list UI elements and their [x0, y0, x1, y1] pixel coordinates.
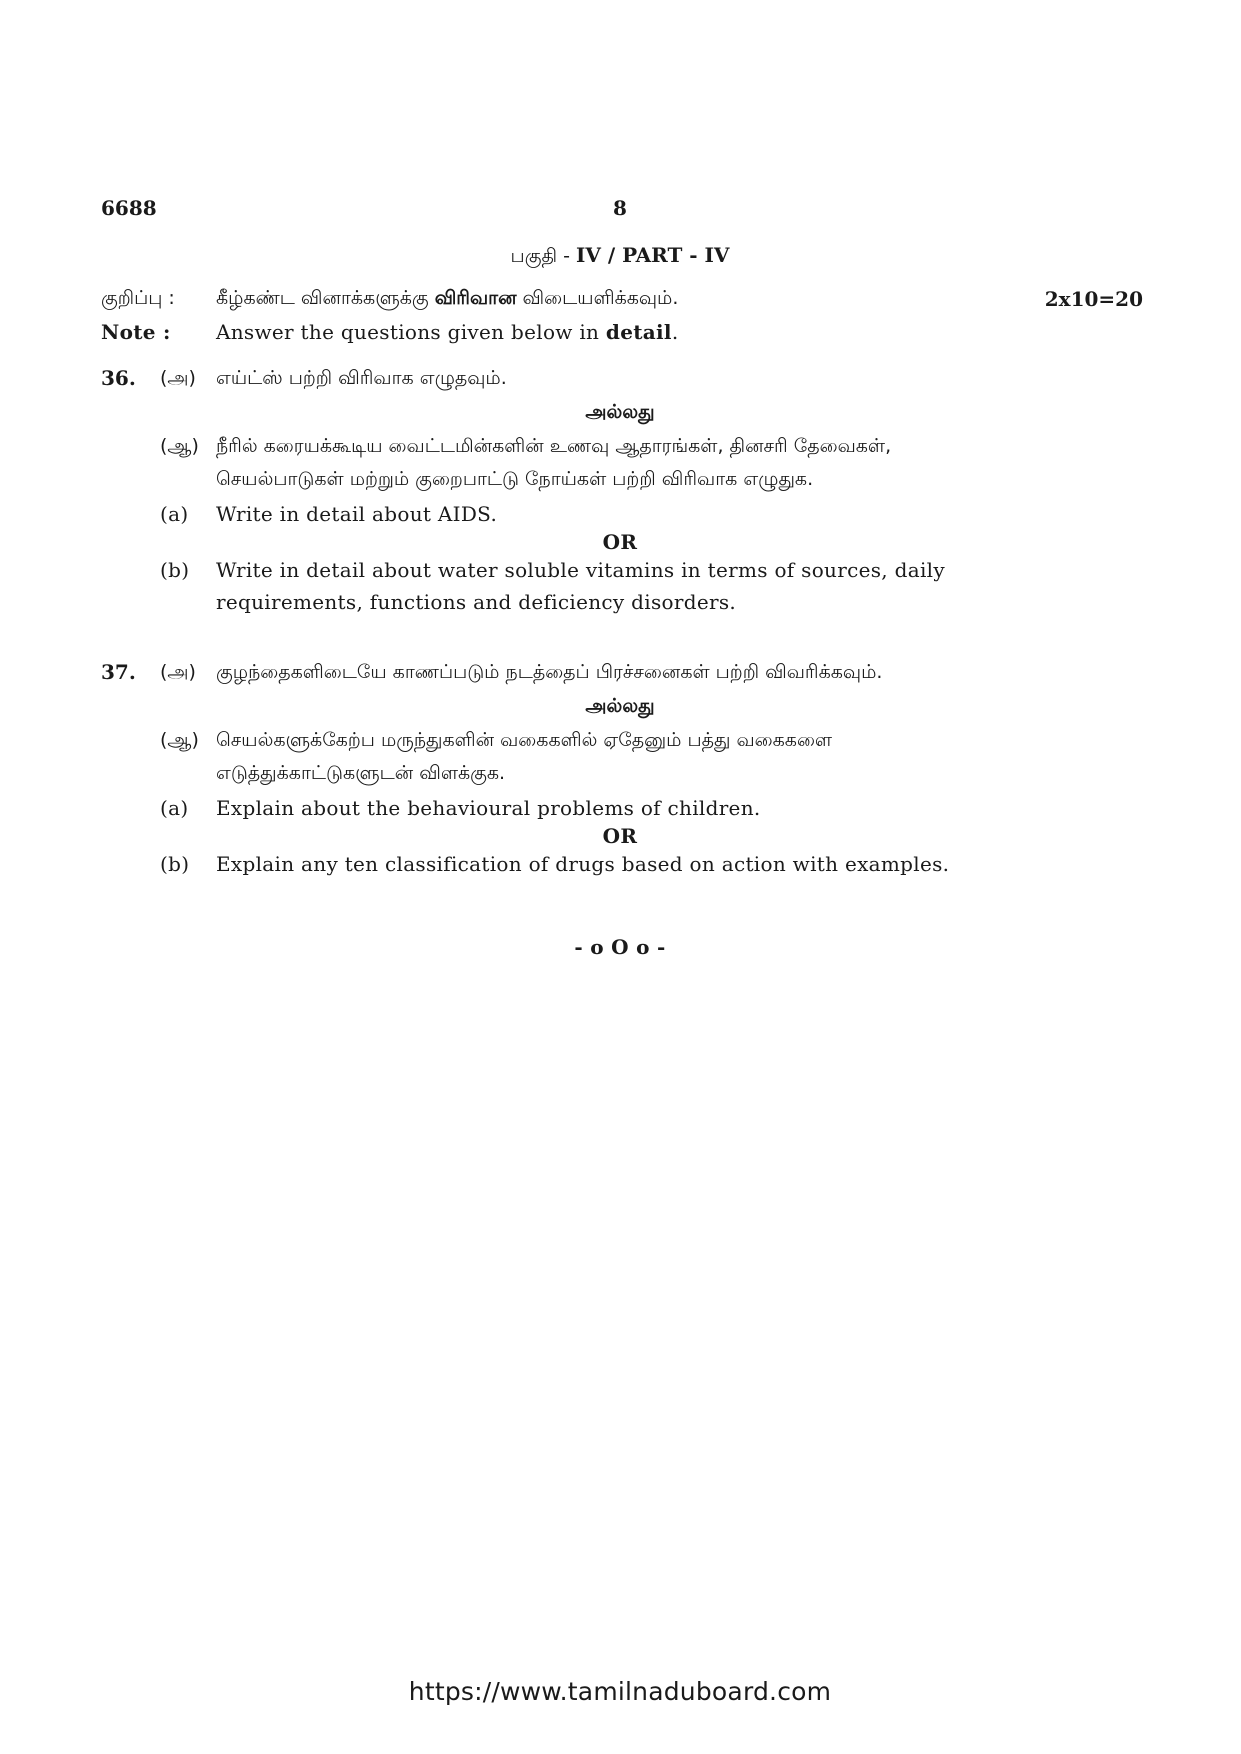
note-label-en: Note :: [101, 320, 171, 344]
option-b-en-line1: Explain any ten classification of drugs based on action with examples.: [216, 852, 950, 876]
or-ta: அல்லது: [585, 401, 655, 423]
option-a-en: Write in detail about AIDS.: [216, 502, 498, 526]
question-number: 36.: [101, 366, 136, 390]
option-b-marker-en: (b): [160, 558, 190, 582]
option-b-ta-line2: செயல்பாடுகள் மற்றும் குறைபாட்டு நோய்கள் பற்றி விரிவாக எழுதுக.: [216, 468, 814, 490]
option-a-en: Explain about the behavioural problems of children.: [216, 796, 761, 820]
note-text-en-after: .: [671, 320, 679, 344]
note-text-en-before: Answer the questions given below in: [216, 320, 606, 344]
or-en: OR: [602, 530, 638, 554]
option-b-en-line2: requirements, functions and deficiency disorders.: [216, 590, 737, 614]
paper-code: 6688: [101, 196, 157, 220]
or-en: OR: [602, 824, 638, 848]
option-a-marker-en: (a): [160, 796, 189, 820]
question-number: 37.: [101, 660, 136, 684]
note-text-ta-before: கீழ்கண்ட வினாக்களுக்கு: [216, 287, 435, 309]
note-text-ta-bold: விரிவான: [434, 287, 517, 309]
part-title-en: IV / PART - IV: [575, 243, 730, 267]
option-a-marker-en: (a): [160, 502, 189, 526]
footer-url: https://www.tamilnaduboard.com: [408, 1677, 832, 1706]
page-number: 8: [613, 196, 627, 220]
option-a-marker-ta: (அ): [160, 661, 196, 683]
note-text-en-bold: detail: [605, 320, 672, 344]
note-text-en: [216, 320, 678, 344]
note-text-ta-after: விடையளிக்கவும்.: [516, 287, 679, 309]
part-title-ta: பகுதி -: [510, 245, 576, 267]
option-a-ta: எய்ட்ஸ் பற்றி விரிவாக எழுதவும்.: [216, 367, 507, 389]
option-b-ta-line2: எடுத்துக்காட்டுகளுடன் விளக்குக.: [216, 762, 506, 784]
option-b-en-line1: Write in detail about water soluble vitamins in terms of sources, daily: [216, 558, 945, 582]
note-label-ta: குறிப்பு :: [101, 287, 175, 309]
note-text-ta: [216, 287, 678, 312]
marks-scheme: 2x10=20: [1044, 287, 1143, 311]
end-mark: - o O o -: [574, 935, 666, 959]
or-ta: அல்லது: [585, 695, 655, 717]
option-a-marker-ta: (அ): [160, 367, 196, 389]
option-b-ta-line1: செயல்களுக்கேற்ப மருந்துகளின் வகைகளில் ஏதேனும் பத்து வகைகளை: [216, 729, 833, 751]
option-b-marker-ta: (ஆ): [160, 435, 199, 457]
option-b-marker-ta: (ஆ): [160, 729, 199, 751]
part-title: [511, 243, 730, 270]
option-a-ta: குழந்தைகளிடையே காணப்படும் நடத்தைப் பிரச்சனைகள் பற்றி விவரிக்கவும்.: [216, 661, 883, 683]
option-b-marker-en: (b): [160, 852, 190, 876]
option-b-ta-line1: நீரில் கரையக்கூடிய வைட்டமின்களின் உணவு ஆதாரங்கள், தினசரி தேவைகள்,: [216, 435, 892, 457]
